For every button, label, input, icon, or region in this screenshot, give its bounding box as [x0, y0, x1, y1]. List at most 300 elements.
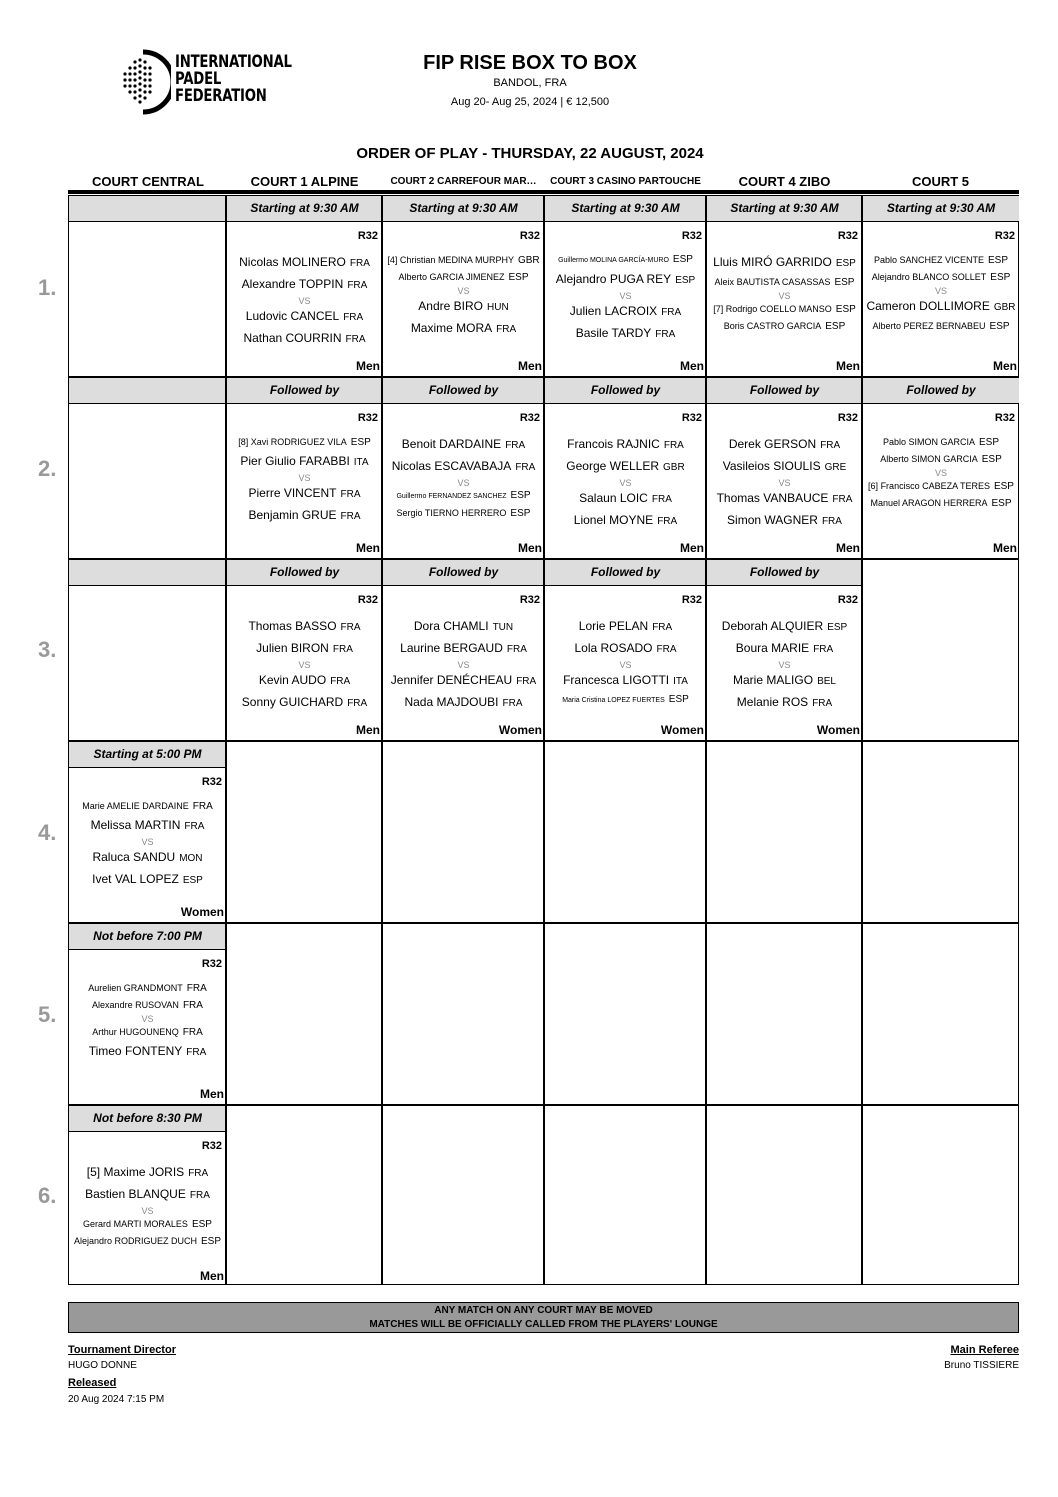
player-nationality: FRA [184, 821, 205, 832]
match-cell [227, 404, 382, 559]
player-nationality: FRA [340, 511, 361, 522]
player-first-name: Sonny [241, 695, 276, 709]
player-name [707, 638, 862, 660]
time-band: Not before 7:00 PM [69, 924, 226, 950]
player-first-name: Pier Giulio [240, 454, 296, 468]
player-first-name: Alexandre [241, 277, 296, 291]
player-last-name: RUSOVAN [135, 1000, 179, 1010]
player-name [707, 434, 862, 456]
match-cell [227, 222, 382, 377]
released-label: Released [68, 1377, 117, 1389]
player-nationality: ESP [510, 490, 531, 501]
player-last-name: ROSADO [600, 641, 653, 655]
match-round: R32 [519, 230, 540, 242]
player-last-name: GUICHARD [279, 695, 344, 709]
row-number: 1. [38, 275, 57, 300]
player-name [545, 692, 706, 709]
player-first-name: Jennifer [390, 673, 434, 687]
player-last-name: LIGOTTI [622, 673, 670, 687]
player-first-name: Boris [723, 321, 745, 331]
player-last-name: FARABBI [299, 454, 350, 468]
player-first-name: Kevin [258, 673, 289, 687]
player-first-name: Alberto [398, 272, 427, 282]
player-nationality: FRA [186, 1047, 207, 1058]
player-last-name: GARCIA JIMENEZ [429, 272, 505, 282]
player-name [707, 670, 862, 692]
match-cell [545, 222, 706, 377]
player-nationality: FRA [515, 462, 536, 473]
match-category: Men [836, 541, 860, 555]
match-category: Men [993, 359, 1017, 373]
player-nationality: ESP [990, 272, 1011, 283]
match-players [545, 252, 706, 345]
player-nationality: FRA [496, 324, 517, 335]
player-name [227, 434, 382, 451]
match-round: R32 [681, 412, 702, 424]
order-of-play-title: ORDER OF PLAY - THURSDAY, 22 AUGUST, 2024 [356, 145, 704, 162]
player-name [69, 1024, 226, 1041]
player-name [69, 1184, 226, 1206]
match-category: Women [816, 723, 860, 737]
player-first-name: Simon [727, 513, 762, 527]
player-last-name: MIRÓ GARRIDO [741, 255, 832, 269]
versus-label: VS [619, 660, 632, 670]
player-name [545, 638, 706, 660]
player-last-name: GRANDMONT [123, 983, 183, 993]
player-name [707, 301, 862, 318]
player-first-name: Boura [735, 641, 768, 655]
time-band: Starting at 9:30 AM [707, 196, 862, 222]
player-name [227, 692, 382, 714]
match-round: R32 [837, 230, 858, 242]
player-name [707, 274, 862, 291]
player-nationality: GBR [517, 255, 540, 266]
player-nationality: GRE [824, 462, 847, 473]
player-first-name: Melissa [90, 818, 132, 832]
player-last-name: ROS [782, 695, 809, 709]
match-round: R32 [681, 594, 702, 606]
player-name [69, 1216, 226, 1233]
row-number: 5. [38, 1002, 57, 1027]
player-last-name: FERNANDEZ SANCHEZ [428, 493, 507, 500]
player-name [69, 1041, 226, 1063]
player-name [69, 869, 226, 891]
match-cell [707, 222, 862, 377]
versus-label: VS [457, 478, 470, 488]
row-number: 4. [38, 820, 57, 845]
match-players [383, 434, 544, 522]
match-category: Men [200, 1269, 224, 1283]
match-category: Men [356, 359, 380, 373]
player-name [863, 451, 1019, 468]
header-rule [68, 190, 1019, 194]
player-name [69, 847, 226, 869]
player-nationality: ESP [827, 622, 848, 633]
player-nationality: GBR [993, 302, 1016, 313]
court-header: COURT 4 ZIBO [738, 174, 831, 189]
versus-label: VS [778, 478, 791, 488]
player-nationality: FRA [821, 516, 842, 527]
released-time: 20 Aug 2024 7:15 PM [68, 1394, 165, 1405]
player-last-name: SIMON GARCIA [908, 437, 976, 447]
match-cell [707, 586, 862, 741]
player-last-name: WELLER [609, 459, 660, 473]
player-last-name: VINCENT [283, 486, 337, 500]
player-first-name: Cameron [866, 299, 916, 313]
player-first-name: Marie [733, 673, 764, 687]
player-first-name: Ludovic [245, 309, 288, 323]
match-round: R32 [837, 412, 858, 424]
versus-label: VS [298, 296, 311, 306]
player-last-name: HUGOUNENQ [119, 1027, 179, 1037]
player-name [383, 318, 544, 340]
versus-label: VS [934, 286, 947, 296]
player-first-name: Maxime [410, 321, 453, 335]
notice-banner [68, 1302, 1019, 1333]
player-nationality: FRA [186, 983, 207, 994]
player-nationality: FRA [657, 516, 678, 527]
player-name [545, 510, 706, 532]
match-cell [545, 404, 706, 559]
player-first-name: Alberto [872, 321, 901, 331]
player-last-name: TARDY [611, 326, 652, 340]
player-first-name: Lionel [573, 513, 606, 527]
player-name [545, 269, 706, 291]
player-nationality: FRA [188, 1168, 209, 1179]
player-first-name: Lorie [578, 619, 606, 633]
player-nationality: ITA [353, 457, 369, 468]
player-nationality: ESP [989, 321, 1010, 332]
player-name [863, 318, 1019, 335]
row-number: 6. [38, 1183, 57, 1208]
match-cell [69, 950, 226, 1105]
versus-label: VS [141, 1014, 154, 1024]
match-cell [545, 586, 706, 741]
player-first-name: Lola [574, 641, 598, 655]
player-name [863, 252, 1019, 269]
match-players [227, 434, 382, 527]
player-last-name: SANCHEZ VICENTE [899, 255, 985, 265]
player-nationality: ESP [182, 875, 203, 886]
match-players [227, 616, 382, 714]
player-nationality: FRA [651, 494, 672, 505]
player-nationality: FRA [189, 1190, 210, 1201]
time-band [69, 560, 226, 586]
player-nationality: FRA [506, 644, 527, 655]
player-nationality: FRA [655, 329, 676, 340]
player-nationality: FRA [340, 622, 361, 633]
director-label: Tournament Director [68, 1344, 176, 1356]
player-nationality: ESP [835, 258, 856, 269]
match-cell [863, 404, 1019, 559]
player-last-name: BIRO [453, 299, 484, 313]
time-band: Starting at 9:30 AM [227, 196, 382, 222]
player-last-name: MOLINERO [281, 255, 346, 269]
row-number: 2. [38, 456, 57, 481]
match-players [707, 616, 862, 714]
player-nationality: FRA [192, 801, 213, 812]
player-name [69, 1162, 226, 1184]
match-players [69, 798, 226, 891]
player-nationality: FRA [832, 494, 853, 505]
time-band: Followed by [863, 378, 1019, 404]
player-last-name: SIMON GARCIA [911, 454, 978, 464]
player-last-name: SANDU [133, 850, 176, 864]
versus-label: VS [298, 660, 311, 670]
versus-label: VS [141, 1206, 154, 1216]
player-last-name: AMELIE DARDAINE [106, 801, 189, 811]
player-first-name: Julien [256, 641, 288, 655]
match-cell [383, 222, 544, 377]
row-divider [68, 740, 1019, 742]
player-first-name: Julien [569, 304, 602, 318]
tournament-location: BANDOL, FRA [493, 77, 567, 89]
player-nationality: ESP [201, 1236, 222, 1247]
notice-line: ANY MATCH ON ANY COURT MAY BE MOVED [434, 1305, 653, 1316]
time-band: Starting at 9:30 AM [383, 196, 544, 222]
player-seed: [8] [238, 437, 249, 447]
time-band: Not before 8:30 PM [69, 1106, 226, 1132]
player-first-name: Raluca [92, 850, 130, 864]
player-first-name: Alejandro [73, 1236, 112, 1246]
player-nationality: ESP [668, 694, 689, 705]
player-first-name: Pierre [248, 486, 281, 500]
player-first-name: Benjamin [248, 508, 299, 522]
time-band: Followed by [545, 378, 706, 404]
versus-label: VS [778, 660, 791, 670]
player-first-name: Alejandro [555, 272, 607, 286]
player-name [227, 616, 382, 638]
fip-globe-icon [115, 48, 171, 116]
match-players [545, 616, 706, 709]
player-first-name: Maria Cristina [562, 697, 606, 704]
match-cell [69, 1132, 226, 1287]
player-nationality: FRA [349, 258, 370, 269]
player-last-name: COURRIN [285, 331, 342, 345]
player-last-name: FONTENY [124, 1044, 183, 1058]
player-name [227, 638, 382, 660]
player-first-name: Francois [567, 437, 614, 451]
notice-line: MATCHES WILL BE OFFICIALLY CALLED FROM THE PLAYERS' LOUNGE [369, 1319, 718, 1330]
player-nationality: ITA [673, 676, 688, 687]
player-last-name: MARIE [771, 641, 810, 655]
versus-label: VS [619, 478, 632, 488]
player-nationality: FRA [343, 312, 364, 323]
player-name [545, 323, 706, 345]
player-first-name: Laurine [400, 641, 441, 655]
player-first-name: George [566, 459, 607, 473]
player-name [383, 296, 544, 318]
time-band: Followed by [545, 560, 706, 586]
versus-label: VS [619, 291, 632, 301]
match-players [863, 252, 1019, 335]
player-name [227, 274, 382, 296]
match-players [545, 434, 706, 532]
time-band: Followed by [227, 560, 382, 586]
player-first-name: Deborah [721, 619, 768, 633]
player-first-name: Bastien [85, 1187, 126, 1201]
tournament-dates: Aug 20- Aug 25, 2024 | € 12,500 [450, 96, 610, 108]
match-players [707, 252, 862, 335]
match-category: Women [180, 905, 224, 919]
match-players [863, 434, 1019, 512]
match-category: Men [200, 1087, 224, 1101]
player-last-name: RAJNIC [616, 437, 660, 451]
match-category: Men [356, 723, 380, 737]
match-cell [707, 404, 862, 559]
player-name [383, 638, 544, 660]
player-name [545, 456, 706, 478]
match-round: R32 [201, 1140, 222, 1152]
player-last-name: MORA [456, 321, 493, 335]
player-nationality: ESP [988, 255, 1009, 266]
player-last-name: VAL LOPEZ [114, 872, 179, 886]
match-round: R32 [837, 594, 858, 606]
player-first-name: Guillermo [396, 493, 427, 500]
director-name: HUGO DONNE [68, 1360, 137, 1371]
player-nationality: ESP [835, 304, 856, 315]
player-nationality: HUN [487, 302, 509, 313]
player-name [707, 456, 862, 478]
player-first-name: Manuel [870, 498, 900, 508]
player-first-name: Nathan [243, 331, 283, 345]
match-round: R32 [994, 230, 1015, 242]
player-nationality: ESP [508, 272, 529, 283]
referee-label: Main Referee [950, 1344, 1019, 1356]
player-last-name: MARTIN [134, 818, 181, 832]
player-last-name: VANBAUCE [763, 491, 829, 505]
match-round: R32 [201, 958, 222, 970]
time-band: Starting at 5:00 PM [69, 742, 226, 768]
player-last-name: MOLINA GARCÍA-MURO [589, 257, 669, 264]
player-first-name: Basile [575, 326, 609, 340]
player-first-name: Pablo [882, 437, 906, 447]
player-name [545, 488, 706, 510]
match-round: R32 [519, 412, 540, 424]
player-first-name: Vasileios [722, 459, 770, 473]
player-nationality: FRA [656, 644, 677, 655]
player-first-name: Timeo [88, 1044, 122, 1058]
player-seed: [5] [86, 1165, 101, 1179]
player-name [707, 318, 862, 335]
player-name [545, 434, 706, 456]
player-nationality: FRA [505, 440, 526, 451]
player-name [227, 670, 382, 692]
player-last-name: BASSO [295, 619, 337, 633]
player-name [707, 488, 862, 510]
versus-label: VS [934, 468, 947, 478]
player-name [227, 252, 382, 274]
player-nationality: ESP [993, 481, 1014, 492]
player-name [863, 269, 1019, 286]
match-cell [863, 222, 1019, 377]
match-category: Men [680, 541, 704, 555]
player-last-name: CANCEL [290, 309, 340, 323]
player-last-name: GRUE [301, 508, 337, 522]
player-nationality: FRA [502, 698, 523, 709]
player-first-name: Alejandro [871, 272, 910, 282]
row-divider [68, 376, 1019, 378]
player-nationality: FRA [345, 334, 366, 345]
player-first-name: Andre [418, 299, 451, 313]
player-first-name: Ivet [92, 872, 112, 886]
player-last-name: BERGAUD [443, 641, 503, 655]
player-nationality: ESP [834, 277, 855, 288]
time-band: Followed by [383, 378, 544, 404]
player-nationality: ESP [991, 498, 1012, 509]
player-nationality: FRA [516, 676, 537, 687]
match-round: R32 [994, 412, 1015, 424]
player-first-name: Guillermo [558, 257, 589, 264]
match-players [227, 252, 382, 350]
player-first-name: Thomas [248, 619, 292, 633]
versus-label: VS [141, 837, 154, 847]
player-nationality: GBR [663, 462, 685, 473]
time-band [69, 378, 226, 404]
match-cell [383, 404, 544, 559]
player-nationality: FRA [812, 698, 833, 709]
player-name [227, 483, 382, 505]
player-last-name: BLANQUE [128, 1187, 186, 1201]
player-last-name: LOPEZ FUERTES [607, 697, 665, 704]
fip-logo-text [175, 54, 292, 105]
player-nationality: ESP [825, 321, 846, 332]
player-first-name: Nada [404, 695, 434, 709]
player-first-name: Francisco [880, 481, 920, 491]
player-nationality: ESP [979, 437, 1000, 448]
match-category: Men [836, 359, 860, 373]
player-first-name: Rodrigo [725, 304, 758, 314]
player-last-name: PUGA REY [609, 272, 672, 286]
logo-line-1: INTERNATIONAL [175, 52, 292, 72]
player-nationality: ESP [675, 275, 696, 286]
match-category: Women [498, 723, 542, 737]
player-name [383, 670, 544, 692]
player-nationality: FRA [820, 440, 841, 451]
player-first-name: Sergio [396, 508, 423, 518]
match-cell [227, 586, 382, 741]
player-first-name: Arthur [92, 1027, 117, 1037]
row-number: 3. [38, 637, 57, 662]
player-first-name: Nicolas [239, 255, 279, 269]
referee-name: Bruno TISSIERE [944, 1360, 1019, 1371]
player-name [69, 980, 226, 997]
court-header: COURT 5 [911, 174, 970, 189]
player-last-name: DENÉCHEAU [436, 673, 513, 687]
player-last-name: DOLLIMORE [919, 299, 990, 313]
player-first-name: Aleix [714, 277, 735, 287]
match-cell [383, 586, 544, 741]
player-nationality: FRA [332, 644, 353, 655]
player-last-name: TIERNO HERRERO [424, 508, 507, 518]
player-first-name: Gerard [83, 1219, 112, 1229]
player-first-name: Maxime [103, 1165, 146, 1179]
player-name [383, 692, 544, 714]
row-divider [68, 922, 1019, 924]
player-name [707, 510, 862, 532]
player-last-name: PELAN [608, 619, 649, 633]
versus-label: VS [457, 286, 470, 296]
player-nationality: ESP [981, 454, 1002, 465]
row-divider [68, 558, 1019, 560]
player-last-name: AUDO [291, 673, 327, 687]
player-first-name: Benoit [401, 437, 436, 451]
player-nationality: ESP [350, 437, 371, 448]
player-nationality: FRA [663, 440, 684, 451]
player-first-name: Alberto [880, 454, 909, 464]
player-nationality: FRA [813, 644, 834, 655]
player-nationality: FRA [347, 280, 368, 291]
